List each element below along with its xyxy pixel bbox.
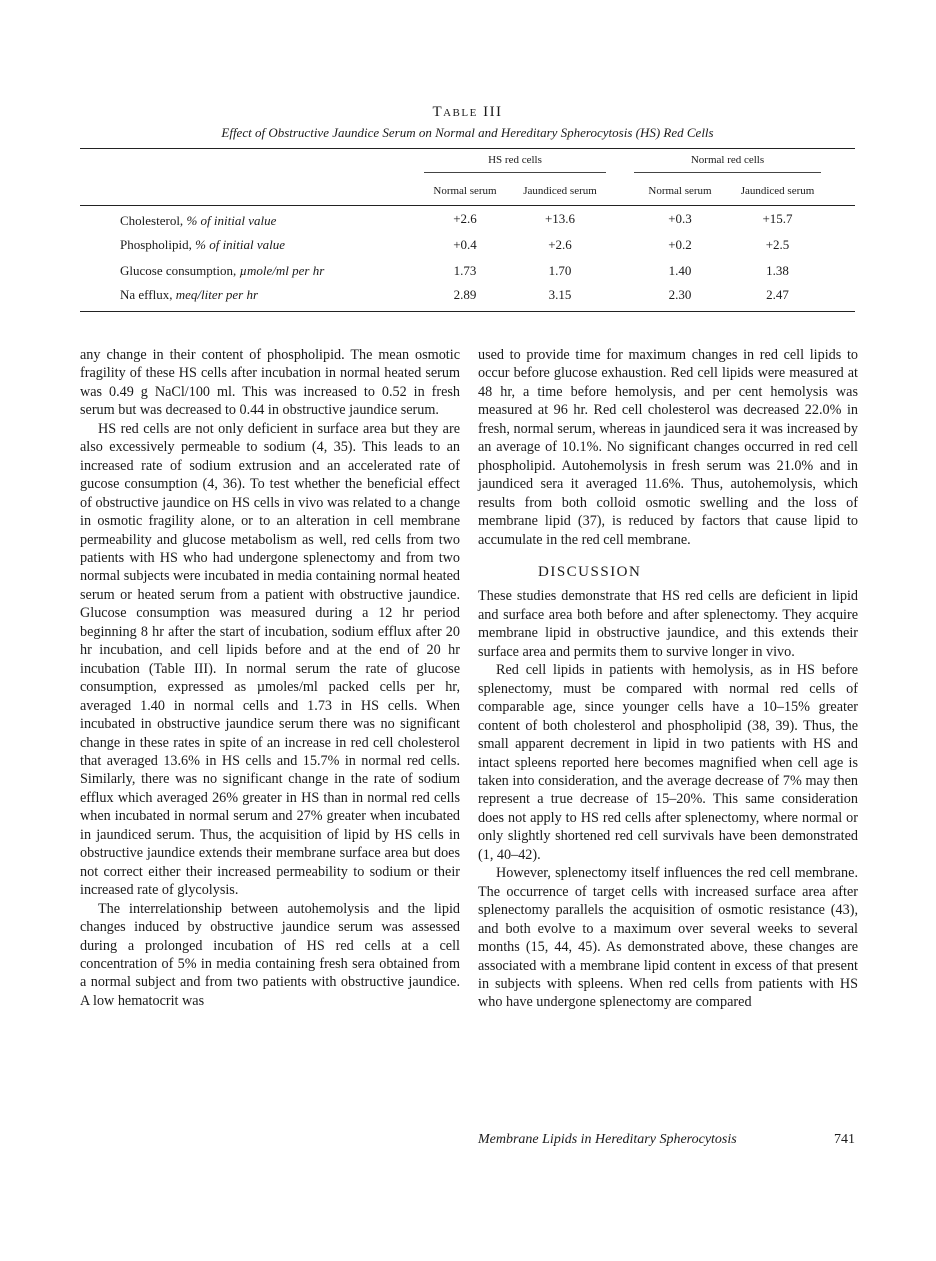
table-row xyxy=(80,285,855,312)
right-column xyxy=(478,346,858,1012)
cell: 1.38 xyxy=(766,263,789,279)
page-footer xyxy=(478,1132,855,1148)
cell: +0.2 xyxy=(668,236,692,252)
row-label: Glucose consumption, xyxy=(120,263,237,279)
paragraph: These studies demonstrate that HS red cells are deficient in lipid and surface area both before and after splenectomy. They acquire membrane lipid in obstructive jaundice, and this extends their surface area and permits them to survive longer in vivo. xyxy=(478,588,858,660)
left-column xyxy=(80,346,460,1010)
table-caption: Effect of Obstructive Jaundice Serum on Normal and Hereditary Spherocytosis (HS) Red Cells xyxy=(221,125,714,140)
data-table xyxy=(80,149,855,312)
cell: 2.30 xyxy=(630,285,730,312)
cell: +15.7 xyxy=(762,210,793,226)
cell: +13.6 xyxy=(544,210,576,226)
discussion-heading: DISCUSSION xyxy=(538,563,642,580)
row-label: Na efflux, xyxy=(120,286,173,302)
group-header-normal: Normal red cells xyxy=(634,154,821,173)
group-header-hs: HS red cells xyxy=(424,154,606,173)
cell: 2.47 xyxy=(730,285,825,312)
paragraph: The interrelationship between autohemolysis and the lipid changes induced by obstructive jaundice serum was assessed during a prolonged incubation of HS red cells at a cell concentration of 5% in media containing fresh sera obtained from a normal subject and from two patients with obstructive jaundice. A low hematocrit was xyxy=(80,900,460,1009)
paragraph: Red cell lipids in patients with hemolysis, as in HS before splenectomy, must be compared with normal red cells of comparable age, since younger cells have a 10–15% greater content of both cholesterol and phospholipid (38, 39). Thus, the small apparent decrement in lipid in two patients with HS and intact spleens reported here becomes magnified when cell age is taken into consideration, and the average decrease of 7% may then represent a true decrease of 15–20%. This same consideration does not apply to HS red cells after splenectomy, where normal or only slightly shortened red cell survivals have been demonstrated (1, 40–42). xyxy=(478,662,858,863)
paragraph: HS red cells are not only deficient in surface area but they are also excessively permeable to sodium (4, 35). This leads to an increased rate of sodium extrusion and an accelerated rate of gucose consumption (4, 36). To test whether the beneficial effect of obstructive jaundice on HS cells in vivo was related to a change in osmotic fragility alone, or to an alteration in cell membrane permeability and glucose metabolism as well, red cells from two patients with HS who had undergone splenectomy and from two normal subjects were incubated in media containing normal heated serum or heated serum from a patient with obstructive jaundice. Glucose consumption was measured during a 12 hr period beginning 8 hr after the start of incubation, sodium efflux after 20 hr incubation, and cell lipids before and at the end of 20 hr incubation (Table III). In normal serum the rate of glucose consumption, expressed as µmoles/ml packed cells per hr, averaged 1.40 in normal cells and 1.73 in HS cells. When incubated in obstructive jaundice serum there was no significant change in these rates in spite of an increase in red cell cholesterol that averaged 13.6% in HS cells and 15.7% in normal red cells. Similarly, there was no significant change in the rate of sodium efflux which averaged 26% greater in HS than in normal red cells when incubated in normal serum and 27% greater when incubated in jaundiced serum. Thus, the acquisition of lipid by HS cells in obstructive jaundice extends their membrane surface area but does not correct either their increased permeability to sodium or their increased rate of glycolysis. xyxy=(80,420,460,899)
cell: +2.6 xyxy=(548,236,572,252)
row-label: Phospholipid, xyxy=(120,236,192,252)
paragraph: used to provide time for maximum changes in red cell lipids to occur before glucose exhaustion. Red cell lipids were measured at 48 hr, a time before hemolysis, and per cent hemolysis was measured at 96 hr. Red cell cholesterol was decreased 22.0% in fresh, normal serum, whereas in jaundiced sera it was increased by an average of 10.1%. No significant changes occurred in red cell phospholipid. Autohemolysis in fresh serum was 21.0% and in jaundiced sera it averaged 11.6%. Thus, autohemolysis, which results from both colloid osmotic swelling and the loss of membrane lipid (37), is reduced by factors that cause lipid to accumulate in the red cell membrane. xyxy=(478,347,858,548)
cell: 1.70 xyxy=(548,263,572,279)
cell: +0.4 xyxy=(453,236,477,252)
row-unit: % of initial value xyxy=(195,236,286,252)
subheader-hs-normal-serum: Normal serum xyxy=(420,177,510,205)
running-title: Membrane Lipids in Hereditary Spherocytosis xyxy=(478,1132,737,1147)
table-iii xyxy=(80,104,855,312)
cell: +2.6 xyxy=(453,210,477,226)
cell: 1.40 xyxy=(668,263,692,279)
page-number: 741 xyxy=(834,1132,855,1147)
table-row xyxy=(80,258,855,285)
paragraph: any change in their content of phospholipid. The mean osmotic fragility of these HS cells after incubation in normal heated serum was 0.49 g NaCl/100 ml. This was increased to 0.52 in fresh serum but was decreased to 0.44 in obstructive jaundice serum. xyxy=(80,347,460,419)
row-unit: meq/liter per hr xyxy=(175,286,259,302)
subheader-hs-jaundiced-serum: Jaundiced serum xyxy=(510,177,610,205)
row-label: Cholesterol, xyxy=(120,212,184,228)
paragraph: However, splenectomy itself influences the red cell membrane. The occurrence of target cells with increased surface area after splenectomy parallels the acquisition of osmotic resistance (43), and both evolve to a maximum over several weeks to several months (15, 44, 45). As demonstrated above, these changes are associated with a membrane lipid content in excess of that present in subjects with spleens. When red cells from patients with HS who have undergone splenectomy are compared xyxy=(478,865,858,1011)
table-row xyxy=(80,205,855,232)
cell: +2.5 xyxy=(765,236,790,252)
cell: 2.89 xyxy=(420,285,510,312)
subheader-normal-jaundiced-serum: Jaundiced serum xyxy=(730,177,825,205)
row-unit: % of initial value xyxy=(186,212,277,228)
table-title: Table III xyxy=(432,104,503,120)
cell: 1.73 xyxy=(453,263,477,279)
cell: +0.3 xyxy=(668,210,692,226)
row-unit: µmole/ml per hr xyxy=(239,263,325,279)
table-row xyxy=(80,232,855,259)
subheader-normal-normal-serum: Normal serum xyxy=(630,177,730,205)
cell: 3.15 xyxy=(510,285,610,312)
